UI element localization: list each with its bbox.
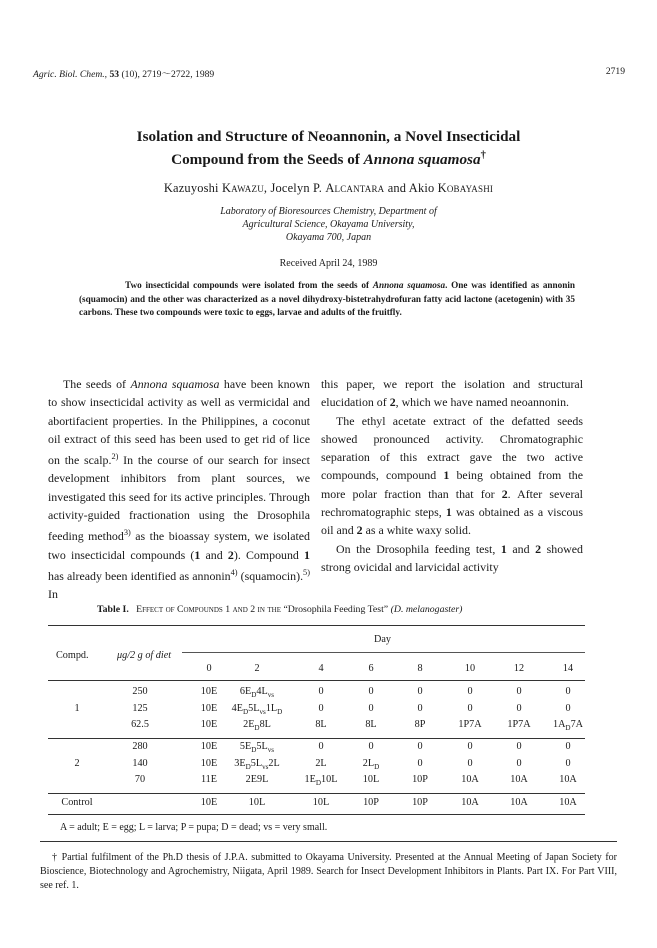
table-cell: 10E: [200, 797, 218, 808]
compound-number: 2: [356, 523, 363, 538]
table-cell: 0: [565, 741, 571, 752]
body-text: ). Compound: [233, 547, 305, 562]
compound-number: 1: [304, 547, 310, 562]
day-header-rule: [182, 652, 585, 653]
table-cell: 0: [417, 741, 423, 752]
table-cell: 0: [368, 741, 374, 752]
table-cell: $5E_D5L_{vs}$: [239, 741, 275, 755]
table-cell: 0: [467, 741, 473, 752]
title-line-1: Isolation and Structure of Neoannonin, a Novel Insecticidal: [136, 128, 521, 145]
table-cell: 1P7A: [507, 719, 531, 730]
table-cell: 10L: [248, 797, 266, 808]
received-date: Received April 24, 1989: [279, 258, 378, 269]
paper-title: [0, 127, 657, 169]
table-cell: $2L_D$: [362, 758, 380, 772]
table-cell: 10A: [510, 774, 528, 785]
table-caption-text: Effect of Compounds 1 and 2 in the: [136, 604, 281, 615]
table-cell: 2E9L: [245, 774, 269, 785]
table-cell: 10P: [412, 774, 428, 785]
body-column-left: [48, 375, 310, 603]
table-cell: 0: [318, 703, 324, 714]
table-cell: 0: [565, 758, 571, 769]
control-label: Control: [61, 797, 93, 808]
table-cell: $2E_D8L$: [243, 719, 271, 733]
table-cell: 10E: [200, 703, 218, 714]
affiliation-line-2: Agricultural Science, Okayama University,: [242, 219, 415, 230]
footnote: [40, 851, 617, 892]
compound-number: 2: [389, 395, 396, 410]
table-legend: A = adult; E = egg; L = larva; P = pupa; D = dead; vs = very small.: [60, 822, 328, 833]
dose-cell: 62.5: [131, 719, 149, 730]
table-cell: 0: [368, 686, 374, 697]
table-cell: 0: [318, 686, 324, 697]
table-cell: 10E: [200, 686, 218, 697]
body-column-right: [321, 375, 583, 576]
issue-pages-year: (10), 2719～2722, 1989: [121, 69, 215, 80]
dose-cell: 140: [132, 758, 148, 769]
body-text: . After several rechromatographic steps,: [321, 486, 583, 520]
compound-number: 1: [445, 505, 452, 520]
table-label: Table I.: [97, 604, 129, 615]
table-header-rule: [48, 680, 585, 681]
body-text: has already been identified as annonin: [48, 568, 231, 583]
body-paragraph: [321, 412, 583, 540]
compound-number: 2: [501, 486, 508, 501]
table-bottom-rule: [48, 814, 585, 815]
title-line-2-prefix: Compound from the Seeds of: [171, 151, 364, 169]
table-cell: 0: [467, 703, 473, 714]
compound-label: 2: [74, 758, 80, 769]
compound-number: 2: [227, 547, 234, 562]
table-cell: 0: [467, 686, 473, 697]
dose-cell: 280: [132, 741, 148, 752]
body-text: and: [506, 541, 536, 556]
title-line-2: [0, 146, 657, 169]
day-header-6: 6: [368, 663, 374, 674]
citation-ref: 5): [303, 567, 310, 577]
body-text: being obtained from the more polar fraction than that for: [321, 468, 583, 501]
table-cell: 0: [516, 758, 522, 769]
table-caption: [97, 604, 462, 615]
table-cell: 0: [417, 686, 423, 697]
author-2-family: Alcantara: [325, 181, 385, 195]
author-3-given: and Akio: [384, 181, 438, 195]
day-header-2: 2: [254, 663, 260, 674]
body-text: On the Drosophila feeding test,: [336, 541, 501, 556]
compound-number: 1: [500, 541, 507, 556]
body-text: as the bioassay system, we isolated two insecticidal compounds (: [48, 529, 310, 562]
table-cell: 10A: [461, 797, 479, 808]
table-cell: 11E: [200, 774, 218, 785]
day-header-0: 0: [206, 663, 212, 674]
affiliation: [0, 205, 657, 244]
table-cell: 0: [516, 686, 522, 697]
body-species: Annona squamosa: [130, 377, 220, 391]
body-text: have been known to show insecticidal activity as well as vermicidal and abortifacient properties. In the Philippines, a coconut oil extract of this seed has been used to get rid of lice on the scalp.: [48, 377, 310, 468]
table-cell: 10E: [200, 741, 218, 752]
table-cell: $1A_D7A$: [552, 719, 584, 733]
affiliation-line-1: Laboratory of Bioresources Chemistry, Department of: [220, 206, 437, 217]
table-cell: 1P7A: [458, 719, 482, 730]
body-text: showed strong ovicidal and larvicidal activity: [321, 541, 583, 574]
body-paragraph: [48, 375, 310, 603]
page-number: 2719: [605, 66, 625, 77]
day-header-10: 10: [464, 663, 476, 674]
author-list: [0, 181, 657, 196]
table-cell: 0: [516, 741, 522, 752]
compound-number: 1: [443, 468, 450, 483]
volume-number: 53: [109, 69, 120, 80]
body-text: as a white waxy solid.: [362, 523, 471, 538]
body-paragraph: [321, 375, 583, 412]
group-divider-rule: [48, 738, 585, 739]
day-header-12: 12: [513, 663, 525, 674]
affiliation-line-3: Okayama 700, Japan: [285, 232, 372, 243]
author-3-family: Kobayashi: [437, 181, 494, 195]
table-cell: 10L: [362, 774, 380, 785]
table-cell: 2L: [315, 758, 327, 769]
table-cell: $1E_D10L$: [304, 774, 338, 788]
footnote-rule: [40, 841, 617, 842]
compound-number: 2: [535, 541, 542, 556]
body-paragraph: [321, 540, 583, 577]
table-cell: 10A: [559, 797, 577, 808]
group-divider-rule: [48, 793, 585, 794]
title-species: Annona squamosa: [363, 151, 481, 169]
table-cell: $4E_D5L_{vs}1L_D$: [231, 703, 283, 717]
citation-ref: 2): [111, 452, 119, 462]
body-text: this paper, we report the isolation and structural elucidation of: [321, 377, 583, 410]
day-header-14: 14: [562, 663, 574, 674]
footnote-mark: †: [52, 852, 59, 863]
abstract-species: Annona squamosa: [372, 280, 446, 290]
table-cell: 10E: [200, 758, 218, 769]
table-cell: 0: [417, 703, 423, 714]
running-header: [33, 66, 214, 80]
dose-cell: 125: [132, 703, 148, 714]
body-text: and: [200, 547, 228, 562]
abstract: [79, 279, 575, 320]
body-text: In: [48, 587, 58, 602]
abstract-text-1: Two insecticidal compounds were isolated from the seeds of: [125, 280, 373, 290]
table-cell: 0: [318, 741, 324, 752]
table-cell: 10A: [461, 774, 479, 785]
body-text: (squamocin).: [237, 568, 304, 583]
body-text: In the course of our search for insect development inhibitors from plant sources, we investigated this seed for its active principles. Through activity-guided fractionation using the Drosophila feeding method: [48, 453, 310, 544]
table-cell: 10L: [312, 797, 330, 808]
footnote-text: Partial fulfilment of the Ph.D thesis of J.P.A. submitted to Okayama University. Presented at the Annual Meeting of Japan Society for Bioscience, Biotechnology and Agrochemistry, Niigata, April 1989. Search for Insect Development Inhibitors in Plants. Part IX. For Part VIII, see ref. 1.: [40, 852, 618, 891]
body-text: , which we have named neoannonin.: [395, 395, 569, 410]
body-text: The seeds of: [63, 377, 131, 391]
author-1-family: Kawazu: [221, 181, 264, 195]
author-2-given: , Jocelyn P.: [263, 181, 326, 195]
table-caption-species: (D. melanogaster): [390, 604, 463, 615]
abstract-text-2: . One was identified as annonin (squamocin) and the other was characterized as a novel dihydroxy-bistetrahydrofuran fatty acid lactone (acetogenin) with 35 carbons. These two compounds were toxic to eggs, larvae and adults of the fruitfly.: [79, 280, 576, 318]
table-cell: $6E_D4L_{vs}$: [239, 686, 275, 700]
table-cell: 10P: [363, 797, 379, 808]
body-text: was obtained as a viscous oil and: [321, 505, 584, 538]
table-caption-quote: “Drosophila Feeding Test”: [283, 604, 389, 615]
title-footnote-mark: †: [480, 150, 486, 161]
table-cell: 0: [565, 686, 571, 697]
day-header-4: 4: [318, 663, 324, 674]
column-header-dose: μg/2 g of diet: [117, 650, 172, 661]
dose-cell: 70: [134, 774, 146, 785]
table-cell: 8P: [414, 719, 426, 730]
compound-label: 1: [74, 703, 80, 714]
table-cell: 0: [467, 758, 473, 769]
compound-number: 1: [194, 547, 201, 562]
column-header-day: Day: [374, 634, 391, 645]
table-cell: 10E: [200, 719, 218, 730]
table-cell: $3E_D5L_{vs}2L$: [234, 758, 280, 772]
journal-name: Agric. Biol. Chem.,: [33, 69, 108, 80]
column-header-compd: Compd.: [56, 650, 89, 661]
table-cell: 10A: [510, 797, 528, 808]
citation-ref: 3): [123, 528, 131, 538]
author-1-given: Kazuyoshi: [163, 181, 222, 195]
table-top-rule: [48, 625, 585, 626]
table-cell: 0: [516, 703, 522, 714]
table-cell: 8L: [315, 719, 327, 730]
table-cell: 0: [368, 703, 374, 714]
table-cell: 0: [565, 703, 571, 714]
table-cell: 0: [417, 758, 423, 769]
table-cell: 10P: [412, 797, 428, 808]
body-text: The ethyl acetate extract of the defatted seeds showed pronounced activity. Chromatographic separation of this extract gave the two active compounds, compound: [321, 413, 583, 483]
table-cell: 8L: [365, 719, 377, 730]
table-cell: 10A: [559, 774, 577, 785]
dose-cell: 250: [132, 686, 148, 697]
citation-ref: 4): [230, 567, 238, 577]
day-header-8: 8: [417, 663, 423, 674]
